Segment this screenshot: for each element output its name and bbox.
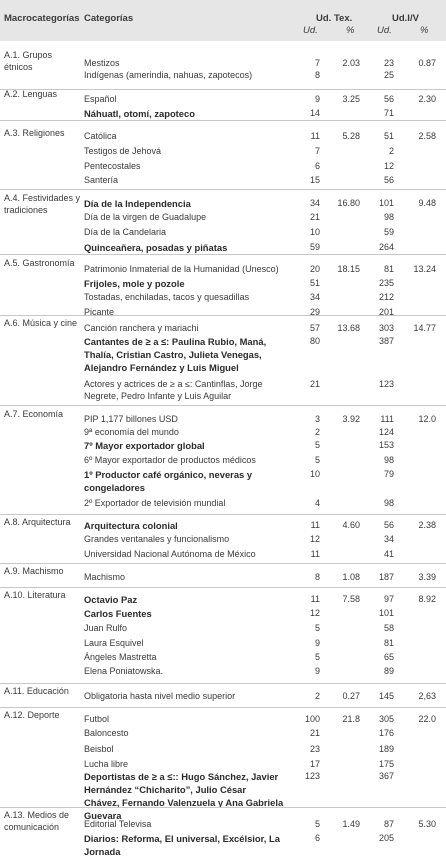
ud-iv-value: 153 xyxy=(378,440,394,450)
row-divider xyxy=(0,315,446,316)
category-label: 9ª economía del mundo xyxy=(84,427,179,437)
ud-tex-value: 17 xyxy=(309,759,320,769)
category-label: 2º Exportador de televisión mundial xyxy=(84,498,226,508)
pct-tex-value: 5.28 xyxy=(342,131,360,141)
ud-tex-value: 9 xyxy=(314,638,320,648)
ud-iv-value: 71 xyxy=(383,108,394,118)
category-label: 7º Mayor exportador global xyxy=(84,440,205,451)
ud-iv-value: 212 xyxy=(378,292,394,302)
ud-tex-value: 11 xyxy=(310,131,320,141)
ud-iv-value: 176 xyxy=(378,728,394,738)
ud-tex-value: 123 xyxy=(304,771,320,781)
pct-iv-value: 3.39 xyxy=(418,572,436,582)
ud-iv-value: 264 xyxy=(378,242,394,252)
header-pct-2: % xyxy=(420,25,429,36)
ud-iv-value: 34 xyxy=(383,534,394,544)
macrocategory-label: A.13. Medios de comunicación xyxy=(4,810,70,832)
pct-tex-value: 21.8 xyxy=(342,714,360,724)
ud-tex-value: 57 xyxy=(309,323,320,333)
category-label: 1º Productor café orgánico, neveras y congeladores xyxy=(84,469,253,493)
header-ud-1: Ud. xyxy=(303,25,318,36)
category-label: Náhuatl, otomí, zapoteco xyxy=(84,108,195,119)
macrocategory-label: A.3. Religiones xyxy=(4,128,65,138)
row-divider xyxy=(0,707,446,708)
macrocategory-label: A.11. Educación xyxy=(4,686,69,696)
ud-iv-value: 41 xyxy=(383,549,394,559)
macrocategory-label: A.12. Deporte xyxy=(4,710,60,720)
ud-iv-value: 201 xyxy=(378,307,394,317)
ud-iv-value: 12 xyxy=(383,161,394,171)
macrocategory-label: A.6. Música y cine xyxy=(4,318,78,328)
ud-iv-value: 387 xyxy=(378,336,394,346)
category-label: Deportistas de ≥ a ≤:: Hugo Sánchez, Javier Hernández “Chicharito”, Julio César Chávez, Fernando Valenzuela y Ana Gabriela Guevara xyxy=(84,771,284,821)
pct-tex-value: 2.03 xyxy=(342,58,360,68)
category-label: Ángeles Mastretta xyxy=(84,652,157,662)
ud-tex-value: 10 xyxy=(309,469,320,479)
category-label: Baloncesto xyxy=(84,728,129,738)
ud-tex-value: 59 xyxy=(309,242,320,252)
ud-iv-value: 101 xyxy=(378,608,394,618)
category-label: Lucha libre xyxy=(84,759,129,769)
ud-tex-value: 12 xyxy=(309,608,320,618)
ud-iv-value: 305 xyxy=(378,714,394,724)
row-divider xyxy=(0,189,446,190)
category-label: Pentecostales xyxy=(84,161,141,171)
ud-tex-value: 5 xyxy=(314,623,320,633)
pct-iv-value: 22.0 xyxy=(418,714,436,724)
pct-tex-value: 13.68 xyxy=(337,323,360,333)
pct-tex-value: 0.27 xyxy=(342,691,360,701)
row-divider xyxy=(0,807,446,808)
ud-iv-value: 123 xyxy=(378,379,394,389)
ud-tex-value: 10 xyxy=(309,227,320,237)
macrocategory-label: A.10. Literatura xyxy=(4,590,66,600)
ud-iv-value: 97 xyxy=(383,594,394,604)
category-label: 6º Mayor exportador de productos médicos xyxy=(84,455,256,465)
ud-iv-value: 2 xyxy=(388,146,394,156)
category-label: Obligatoria hasta nivel medio superior xyxy=(84,691,236,701)
row-divider xyxy=(0,89,446,90)
pct-tex-value: 16.80 xyxy=(337,198,360,208)
ud-iv-value: 205 xyxy=(378,833,394,843)
ud-iv-value: 81 xyxy=(383,638,394,648)
ud-tex-value: 15 xyxy=(309,175,320,185)
category-label: Cantantes de ≥ a ≤: Paulina Rubio, Maná, Thalía, Cristian Castro, Julieta Venegas, Alejandro Fernández y Luis Miguel xyxy=(84,336,267,373)
ud-iv-value: 98 xyxy=(383,498,394,508)
ud-tex-value: 21 xyxy=(309,728,320,738)
category-label: Elena Poniatowska. xyxy=(84,666,164,676)
ud-iv-value: 56 xyxy=(383,175,394,185)
ud-iv-value: 189 xyxy=(378,744,394,754)
ud-iv-value: 25 xyxy=(383,70,394,80)
row-divider xyxy=(0,254,446,255)
ud-iv-value: 79 xyxy=(383,469,394,479)
category-label: Santería xyxy=(84,175,119,185)
category-label: Día de la virgen de Guadalupe xyxy=(84,212,207,222)
pct-iv-value: 12.0 xyxy=(418,414,436,424)
category-label: Católica xyxy=(84,131,117,141)
category-label: Arquitectura colonial xyxy=(84,520,178,531)
pct-iv-value: 14.77 xyxy=(413,323,436,333)
ud-iv-value: 59 xyxy=(383,227,394,237)
category-label: Machismo xyxy=(84,572,126,582)
pct-iv-value: 13.24 xyxy=(413,264,436,274)
ud-tex-value: 5 xyxy=(314,455,320,465)
ud-tex-value: 80 xyxy=(309,336,320,346)
header-ud-2: Ud. xyxy=(377,25,392,36)
pct-tex-value: 1.08 xyxy=(342,572,360,582)
ud-iv-value: 367 xyxy=(378,771,394,781)
macrocategory-label: A.1. Grupos étnicos xyxy=(4,50,53,72)
pct-tex-value: 3.25 xyxy=(342,94,360,104)
pct-tex-value: 4.60 xyxy=(342,520,360,530)
ud-iv-value: 56 xyxy=(383,94,394,104)
row-divider xyxy=(0,587,446,588)
pct-iv-value: 2.58 xyxy=(418,131,436,141)
row-divider xyxy=(0,405,446,406)
category-label: Laura Esquivel xyxy=(84,638,144,648)
ud-tex-value: 7 xyxy=(314,146,320,156)
ud-iv-value: 89 xyxy=(383,666,394,676)
ud-tex-value: 20 xyxy=(309,264,320,274)
pct-iv-value: 5.30 xyxy=(418,819,436,829)
ud-tex-value: 12 xyxy=(309,534,320,544)
ud-tex-value: 4 xyxy=(314,498,320,508)
ud-tex-value: 34 xyxy=(309,292,320,302)
category-label: Editorial Televisa xyxy=(84,819,152,829)
category-label: Frijoles, mole y pozole xyxy=(84,278,185,289)
macrocategory-label: A.9. Machismo xyxy=(4,566,64,576)
ud-tex-value: 9 xyxy=(314,94,320,104)
ud-tex-value: 21 xyxy=(309,379,320,389)
ud-tex-value: 34 xyxy=(309,198,320,208)
header-ud-tex: Ud. Tex. xyxy=(316,13,353,24)
ud-tex-value: 2 xyxy=(314,427,320,437)
ud-iv-value: 187 xyxy=(378,572,394,582)
category-label: Quinceañera, posadas y piñatas xyxy=(84,242,228,253)
header-macrocategorias: Macrocategorías xyxy=(4,13,80,24)
pct-iv-value: 8.92 xyxy=(418,594,436,604)
ud-tex-value: 11 xyxy=(310,549,320,559)
ud-tex-value: 5 xyxy=(314,652,320,662)
ud-tex-value: 3 xyxy=(314,414,320,424)
pct-iv-value: 9.48 xyxy=(418,198,436,208)
category-label: Universidad Nacional Autónoma de México xyxy=(84,549,256,559)
ud-tex-value: 23 xyxy=(309,744,320,754)
category-label: Juan Rulfo xyxy=(84,623,128,633)
ud-iv-value: 81 xyxy=(383,264,394,274)
category-label: Día de la Independencia xyxy=(84,198,191,209)
ud-tex-value: 8 xyxy=(314,572,320,582)
pct-iv-value: 2.38 xyxy=(418,520,436,530)
ud-tex-value: 11 xyxy=(310,594,320,604)
category-label: Carlos Fuentes xyxy=(84,608,152,619)
ud-iv-value: 65 xyxy=(383,652,394,662)
ud-tex-value: 5 xyxy=(314,819,320,829)
header-ud-iv: Ud.I/V xyxy=(392,13,419,24)
ud-iv-value: 124 xyxy=(378,427,394,437)
table-header xyxy=(0,0,446,41)
category-label: Octavio Paz xyxy=(84,594,138,605)
row-divider xyxy=(0,563,446,564)
category-label: Español xyxy=(84,94,117,104)
pct-tex-value: 3.92 xyxy=(342,414,360,424)
ud-iv-value: 98 xyxy=(383,212,394,222)
header-categorias: Categorías xyxy=(84,13,134,24)
category-label: Mestizos xyxy=(84,58,120,68)
pct-iv-value: 2.30 xyxy=(418,94,436,104)
pct-tex-value: 1.49 xyxy=(342,819,360,829)
ud-iv-value: 101 xyxy=(378,198,394,208)
ud-tex-value: 9 xyxy=(314,666,320,676)
ud-iv-value: 98 xyxy=(383,455,394,465)
ud-tex-value: 29 xyxy=(309,307,320,317)
macrocategory-label: A.2. Lenguas xyxy=(4,89,58,99)
ud-tex-value: 11 xyxy=(310,520,320,530)
ud-tex-value: 6 xyxy=(314,833,320,843)
row-divider xyxy=(0,514,446,515)
ud-iv-value: 303 xyxy=(378,323,394,333)
category-label: Testigos de Jehová xyxy=(84,146,162,156)
ud-tex-value: 14 xyxy=(309,108,320,118)
ud-tex-value: 5 xyxy=(314,440,320,450)
ud-iv-value: 56 xyxy=(383,520,394,530)
header-pct-1: % xyxy=(346,25,355,36)
category-label: Diarios: Reforma, El universal, Excélsior, La Jornada xyxy=(84,833,280,857)
macrocategory-label: A.4. Festividades y tradiciones xyxy=(4,193,81,215)
ud-iv-value: 235 xyxy=(378,278,394,288)
category-label: Día de la Candelaria xyxy=(84,227,167,237)
category-label: Indígenas (amerindia, nahuas, zapotecos) xyxy=(84,70,253,80)
macrocategory-label: A.8. Arquitectura xyxy=(4,517,71,527)
ud-iv-value: 51 xyxy=(383,131,394,141)
category-label: Futbol xyxy=(84,714,110,724)
pct-tex-value: 7.58 xyxy=(342,594,360,604)
category-label: Tostadas, enchiladas, tacos y quesadillas xyxy=(84,292,250,302)
category-label: Canción ranchera y mariachi xyxy=(84,323,199,333)
category-label: Patrimonio Inmaterial de la Humanidad (Unesco) xyxy=(84,264,279,274)
pct-iv-value: 0.87 xyxy=(418,58,436,68)
ud-iv-value: 111 xyxy=(380,414,394,424)
ud-tex-value: 21 xyxy=(309,212,320,222)
ud-iv-value: 58 xyxy=(383,623,394,633)
category-label: PIP 1,177 billones USD xyxy=(84,414,178,424)
macrocategory-label: A.5. Gastronomía xyxy=(4,258,75,268)
category-label: Actores y actrices de ≥ a ≤: Cantinflas, Jorge Negrete, Pedro Infante y Luis Aguilar xyxy=(84,379,263,401)
ud-iv-value: 175 xyxy=(378,759,394,769)
pct-tex-value: 18.15 xyxy=(337,264,360,274)
ud-tex-value: 100 xyxy=(304,714,320,724)
macrocategory-label: A.7. Economía xyxy=(4,409,64,419)
ud-tex-value: 7 xyxy=(314,58,320,68)
ud-iv-value: 87 xyxy=(383,819,394,829)
category-label: Grandes ventanales y funcionalismo xyxy=(84,534,230,544)
category-label: Picante xyxy=(84,307,115,317)
ud-iv-value: 145 xyxy=(378,691,394,701)
ud-iv-value: 23 xyxy=(383,58,394,68)
ud-tex-value: 8 xyxy=(314,70,320,80)
ud-tex-value: 51 xyxy=(309,278,320,288)
ud-tex-value: 6 xyxy=(314,161,320,171)
pct-iv-value: 2,63 xyxy=(418,691,436,701)
category-label: Beisbol xyxy=(84,744,114,754)
row-divider xyxy=(0,683,446,684)
ud-tex-value: 2 xyxy=(314,691,320,701)
row-divider xyxy=(0,120,446,121)
